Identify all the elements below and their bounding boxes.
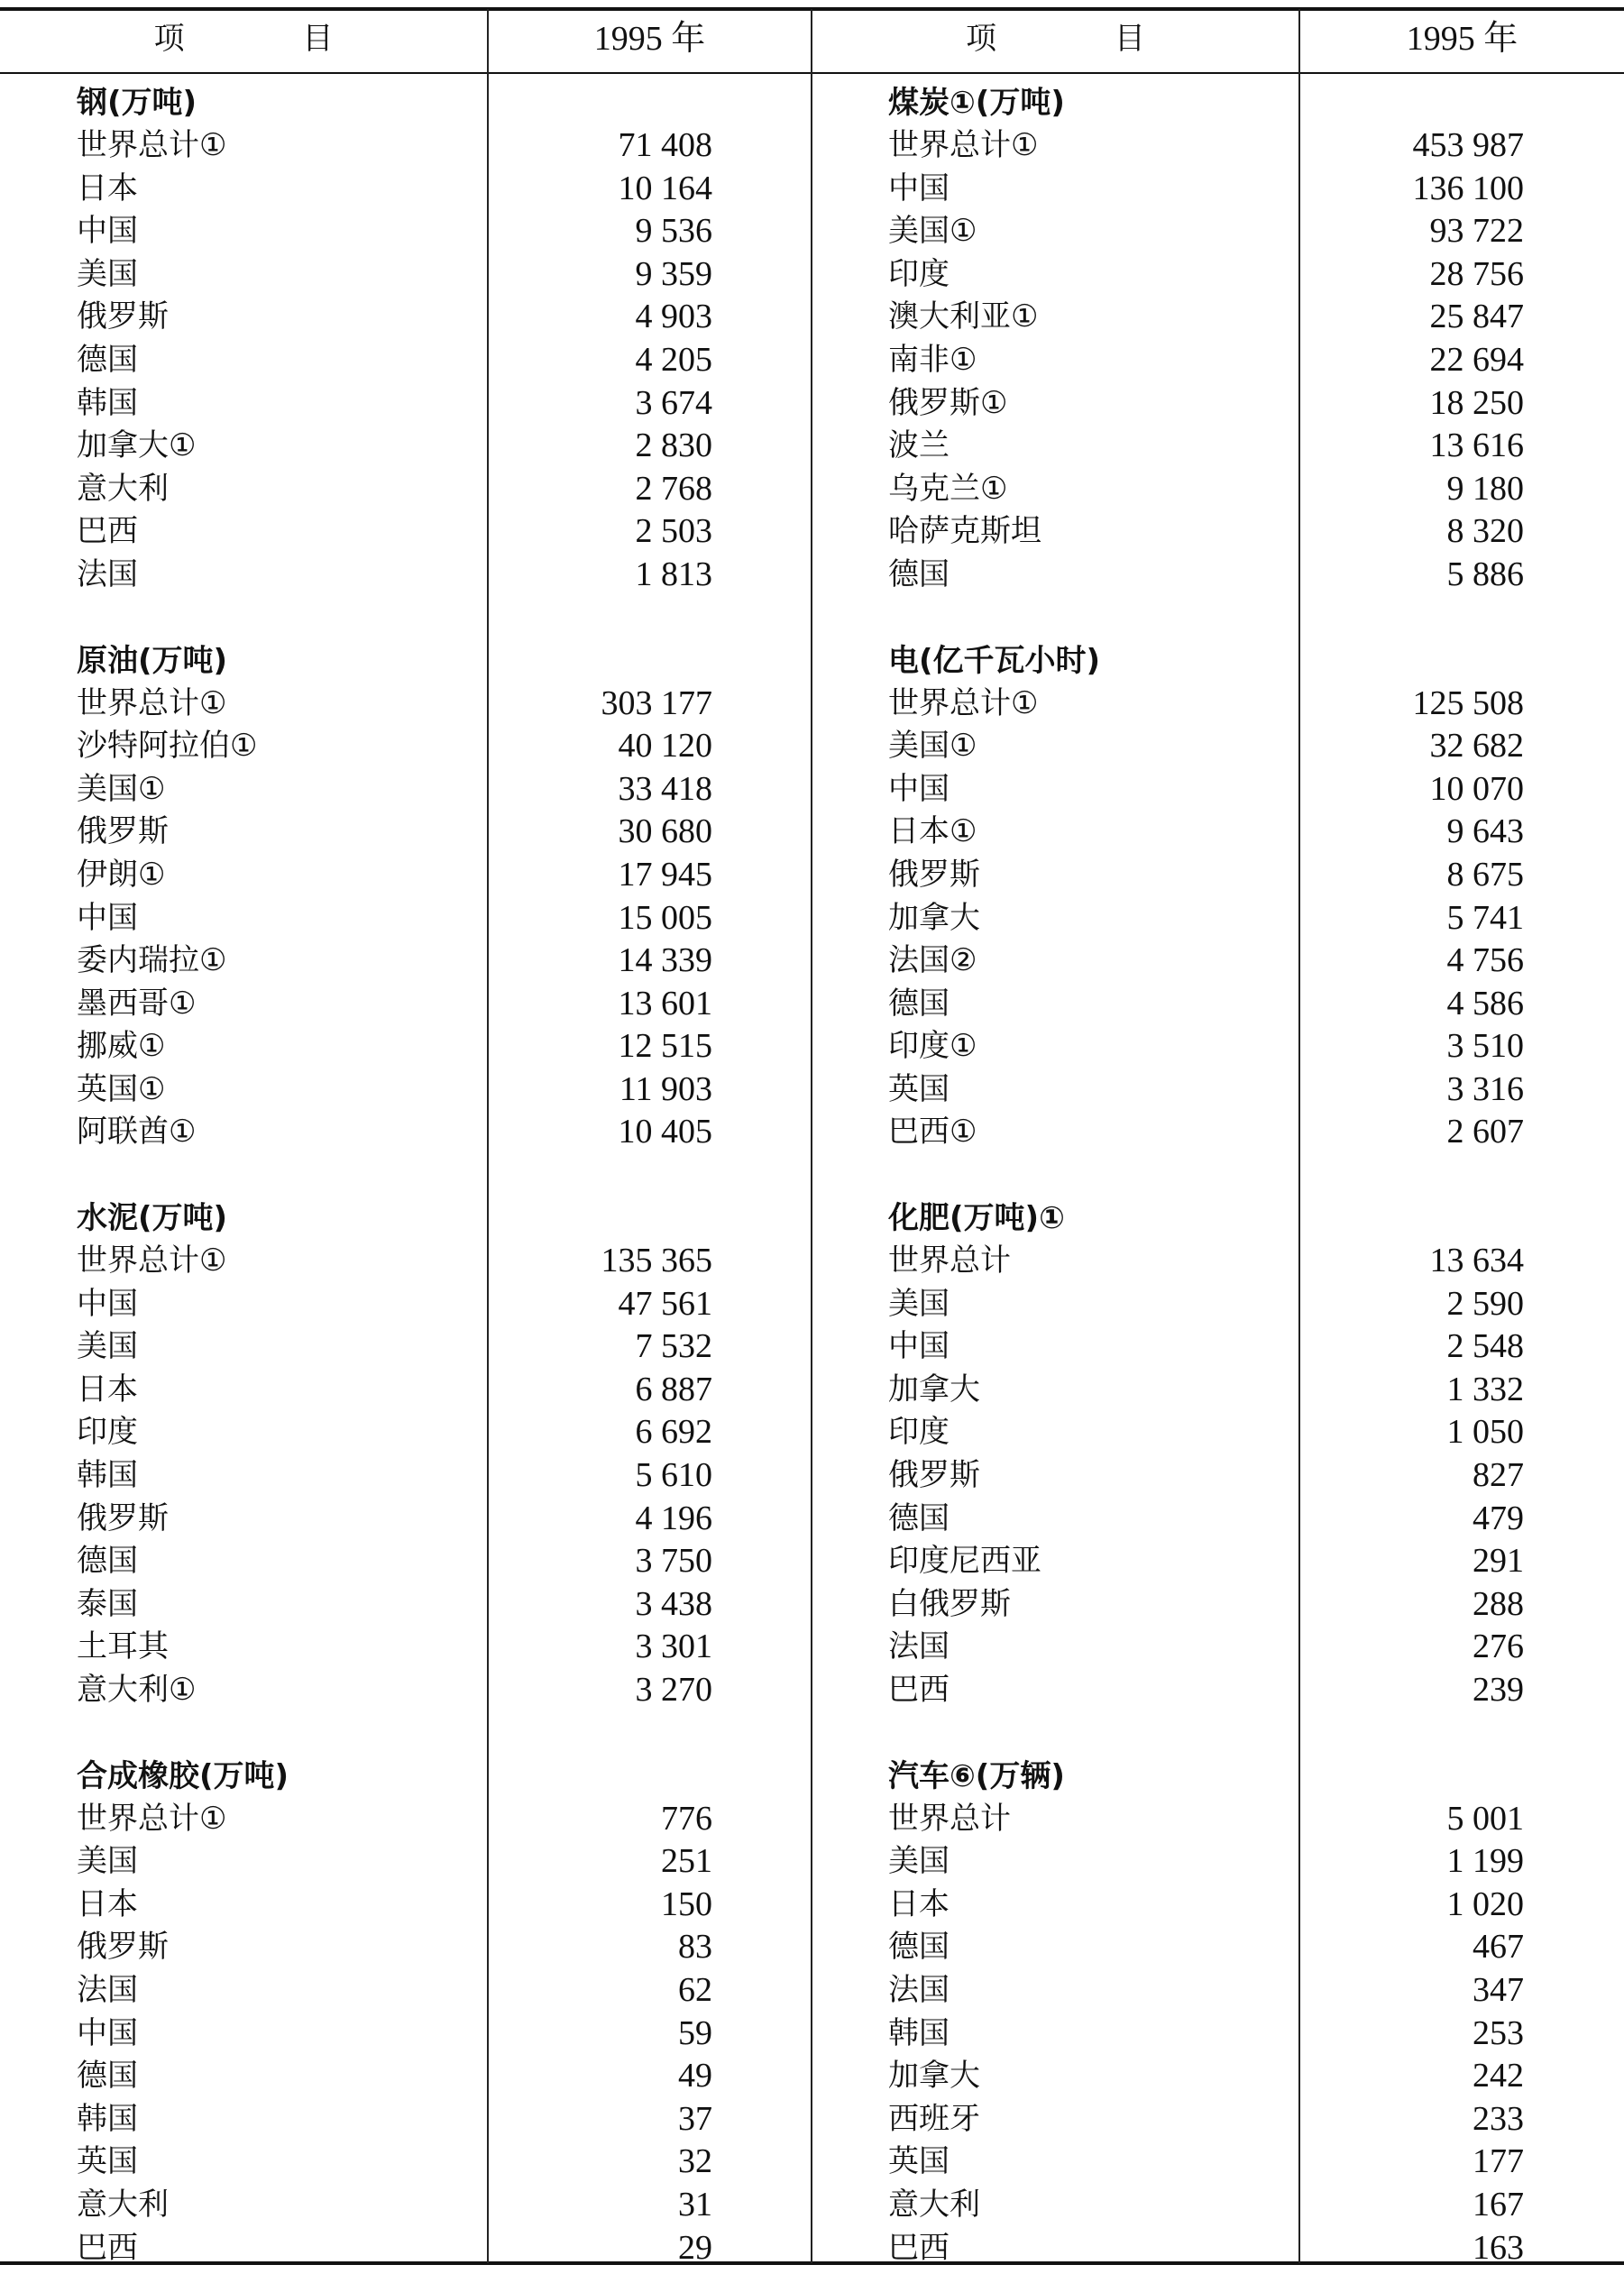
table-row (77, 983, 712, 1026)
row-value: 163 (1473, 2228, 1524, 2267)
table-row (77, 897, 712, 940)
row-label: 德国 (77, 2058, 138, 2095)
table-row (888, 425, 1524, 468)
table-row (77, 725, 712, 768)
table-row (888, 683, 1524, 726)
row-label: 德国 (888, 1929, 950, 1966)
header-item-right: 项 目 (966, 21, 1199, 57)
row-value: 6 692 (635, 1413, 712, 1452)
row-value: 37 (678, 2099, 712, 2138)
table-row (888, 725, 1524, 768)
table-row (77, 1798, 712, 1841)
row-label: 印度 (888, 255, 950, 292)
section-title: 钢(万吨) (77, 85, 197, 121)
row-label: 世界总计① (77, 1242, 227, 1279)
row-value: 30 680 (618, 812, 712, 851)
row-value: 5 886 (1446, 555, 1524, 593)
table-row (77, 1111, 712, 1154)
row-value: 4 205 (635, 340, 712, 379)
table-row (77, 382, 712, 426)
row-value: 10 070 (1429, 769, 1524, 808)
row-label: 加拿大 (888, 1371, 980, 1407)
row-value: 253 (1473, 2013, 1524, 2052)
right-column (888, 81, 1524, 2269)
row-label: 美国 (77, 1843, 138, 1880)
row-value: 29 (678, 2228, 712, 2267)
table-row (888, 1369, 1524, 1412)
row-value: 40 120 (618, 727, 712, 766)
row-value: 2 607 (1446, 1113, 1524, 1151)
table-row (888, 940, 1524, 983)
row-value: 3 270 (635, 1671, 712, 1709)
table-row (77, 468, 712, 511)
row-label: 加拿大 (888, 2058, 980, 2095)
table-row (77, 168, 712, 211)
table-row (77, 1025, 712, 1068)
table-row (888, 1325, 1524, 1369)
table-row (888, 1840, 1524, 1884)
table-row (77, 2184, 712, 2227)
row-value: 18 250 (1429, 383, 1524, 422)
row-label: 俄罗斯 (888, 856, 980, 893)
row-label: 巴西 (888, 2229, 950, 2266)
row-value: 4 903 (635, 298, 712, 336)
table-row (77, 940, 712, 983)
table-row (888, 1669, 1524, 1712)
row-value: 3 750 (635, 1542, 712, 1581)
table-row (888, 768, 1524, 811)
table-row (77, 296, 712, 339)
row-value: 13 616 (1429, 426, 1524, 465)
row-value: 1 199 (1446, 1842, 1524, 1881)
row-value: 2 548 (1446, 1327, 1524, 1366)
section-gap (77, 1154, 712, 1197)
row-label: 韩国 (77, 2100, 138, 2137)
row-label: 德国 (888, 985, 950, 1022)
table-row (77, 2055, 712, 2098)
header-year-right: 1995 年 (1406, 20, 1518, 58)
table-row (888, 2227, 1524, 2270)
table-row (77, 1454, 712, 1498)
header-year-left: 1995 年 (593, 20, 706, 58)
row-value: 6 887 (635, 1370, 712, 1408)
table-row (888, 253, 1524, 297)
table-row (888, 124, 1524, 168)
table-row (77, 811, 712, 854)
row-label: 巴西① (888, 1114, 977, 1151)
row-label: 沙特阿拉伯① (77, 728, 258, 765)
table-row (888, 2098, 1524, 2141)
row-value: 93 722 (1429, 212, 1524, 251)
row-label: 美国 (77, 255, 138, 292)
row-value: 3 438 (635, 1584, 712, 1623)
table-row (888, 1884, 1524, 1927)
table-row (888, 1454, 1524, 1498)
table-row (77, 1540, 712, 1583)
table-row (77, 554, 712, 597)
row-value: 1 020 (1446, 1884, 1524, 1923)
row-value: 4 756 (1446, 941, 1524, 980)
table-row (888, 1411, 1524, 1454)
row-label: 中国 (888, 170, 950, 206)
row-value: 776 (661, 1799, 712, 1838)
table-row (888, 1798, 1524, 1841)
table-row (77, 2098, 712, 2141)
row-label: 西班牙 (888, 2100, 980, 2137)
row-label: 世界总计① (888, 127, 1039, 163)
row-label: 德国 (77, 1543, 138, 1580)
row-value: 242 (1473, 2057, 1524, 2095)
row-value: 177 (1473, 2142, 1524, 2181)
row-value: 2 590 (1446, 1284, 1524, 1323)
row-label: 俄罗斯① (888, 384, 1008, 421)
table-row (77, 1840, 712, 1884)
row-label: 世界总计 (888, 1242, 1011, 1279)
row-label: 印度① (888, 1028, 977, 1065)
row-label: 哈萨克斯坦 (888, 513, 1041, 550)
table-row (77, 1411, 712, 1454)
row-value: 32 682 (1429, 727, 1524, 766)
table-row (77, 124, 712, 168)
row-value: 47 561 (618, 1284, 712, 1323)
table-row (888, 1926, 1524, 1969)
table-row (77, 2141, 712, 2184)
row-value: 9 359 (635, 254, 712, 293)
row-value: 135 365 (601, 1242, 712, 1280)
row-label: 中国 (888, 1328, 950, 1365)
row-value: 31 (678, 2185, 712, 2224)
row-value: 14 339 (618, 941, 712, 980)
table-row (888, 210, 1524, 253)
row-label: 法国 (888, 1971, 950, 2008)
row-value: 239 (1473, 1671, 1524, 1709)
row-label: 韩国 (77, 384, 138, 421)
row-value: 291 (1473, 1542, 1524, 1581)
row-value: 33 418 (618, 769, 712, 808)
row-value: 25 847 (1429, 298, 1524, 336)
table-row (77, 1498, 712, 1541)
row-value: 13 634 (1429, 1242, 1524, 1280)
section-title: 原油(万吨) (77, 642, 228, 679)
table-row (888, 897, 1524, 940)
row-value: 453 987 (1412, 126, 1524, 164)
row-label: 俄罗斯 (77, 1499, 169, 1536)
table-row (888, 1583, 1524, 1627)
row-value: 288 (1473, 1584, 1524, 1623)
row-label: 俄罗斯 (888, 1457, 980, 1494)
row-value: 827 (1473, 1456, 1524, 1495)
row-label: 印度 (888, 1414, 950, 1451)
row-label: 挪威① (77, 1028, 166, 1065)
row-label: 英国 (888, 2143, 950, 2180)
row-label: 世界总计 (888, 1800, 1011, 1837)
section-title: 合成橡胶(万吨) (77, 1757, 289, 1794)
row-value: 49 (678, 2057, 712, 2095)
row-label: 加拿大① (77, 427, 197, 464)
row-label: 德国 (77, 341, 138, 378)
table-row (77, 1325, 712, 1369)
table-row (77, 1884, 712, 1927)
row-value: 3 674 (635, 383, 712, 422)
row-label: 加拿大 (888, 899, 980, 936)
row-value: 167 (1473, 2185, 1524, 2224)
row-value: 1 332 (1446, 1370, 1524, 1408)
table-row (888, 1626, 1524, 1669)
row-label: 中国 (77, 1285, 138, 1322)
row-label: 意大利 (77, 470, 169, 507)
table-row (888, 811, 1524, 854)
section-gap (77, 1712, 712, 1755)
row-value: 10 164 (618, 169, 712, 207)
row-value: 3 301 (635, 1628, 712, 1666)
table-row (77, 768, 712, 811)
row-value: 9 643 (1446, 812, 1524, 851)
table-row (888, 983, 1524, 1026)
row-label: 土耳其 (77, 1628, 169, 1665)
row-value: 1 813 (635, 555, 712, 593)
row-value: 233 (1473, 2099, 1524, 2138)
table-row (77, 425, 712, 468)
row-label: 白俄罗斯 (888, 1585, 1011, 1622)
row-value: 13 601 (618, 984, 712, 1022)
row-value: 7 532 (635, 1327, 712, 1366)
row-value: 347 (1473, 1970, 1524, 2009)
row-value: 467 (1473, 1928, 1524, 1967)
section-title: 电(亿千瓦小时) (888, 642, 1101, 679)
row-label: 美国① (888, 728, 977, 765)
table-row (888, 2184, 1524, 2227)
row-value: 150 (661, 1884, 712, 1923)
table-row (888, 1540, 1524, 1583)
row-value: 5 001 (1446, 1799, 1524, 1838)
table-row (77, 210, 712, 253)
row-label: 世界总计① (77, 127, 227, 163)
row-label: 英国① (77, 1070, 166, 1107)
row-label: 巴西 (77, 513, 138, 550)
table-row (77, 1068, 712, 1112)
row-label: 印度尼西亚 (888, 1543, 1041, 1580)
column-divider-2 (811, 9, 812, 2263)
row-value: 9 536 (635, 212, 712, 251)
table-row (77, 2013, 712, 2056)
table-row (888, 1025, 1524, 1068)
row-label: 日本 (77, 170, 138, 206)
row-label: 巴西 (888, 1672, 950, 1708)
row-label: 中国 (77, 213, 138, 250)
row-label: 日本① (888, 813, 977, 850)
row-value: 22 694 (1429, 340, 1524, 379)
table-row (77, 1583, 712, 1627)
table-row (888, 168, 1524, 211)
row-label: 意大利① (77, 1672, 197, 1708)
table-row (77, 683, 712, 726)
table-row (888, 296, 1524, 339)
row-label: 波兰 (888, 427, 950, 464)
header-item-left: 项 目 (153, 21, 388, 57)
row-label: 日本 (888, 1885, 950, 1922)
table-row (888, 1111, 1524, 1154)
row-value: 8 320 (1446, 512, 1524, 551)
table-row (888, 339, 1524, 382)
table-row (77, 1926, 712, 1969)
table-row (77, 253, 712, 297)
row-label: 德国 (888, 555, 950, 592)
row-label: 美国① (77, 770, 166, 807)
table-row (888, 554, 1524, 597)
section-gap (888, 597, 1524, 639)
row-value: 4 196 (635, 1499, 712, 1537)
table-row (77, 1283, 712, 1326)
section-gap (888, 1154, 1524, 1197)
table-row (77, 1969, 712, 2013)
row-label: 德国 (888, 1499, 950, 1536)
row-label: 法国 (77, 555, 138, 592)
row-label: 南非① (888, 341, 977, 378)
row-label: 世界总计① (888, 684, 1039, 721)
table-row (77, 1369, 712, 1412)
row-value: 4 586 (1446, 984, 1524, 1022)
row-label: 中国 (888, 770, 950, 807)
row-label: 日本 (77, 1371, 138, 1407)
row-value: 11 903 (619, 1069, 712, 1108)
row-label: 美国① (888, 213, 977, 250)
table-row (77, 510, 712, 554)
row-value: 276 (1473, 1628, 1524, 1666)
row-value: 3 316 (1446, 1069, 1524, 1108)
table-row (888, 1498, 1524, 1541)
table-row (888, 468, 1524, 511)
row-value: 83 (678, 1928, 712, 1967)
row-value: 32 (678, 2142, 712, 2181)
row-value: 5 741 (1446, 898, 1524, 937)
row-value: 3 510 (1446, 1027, 1524, 1066)
table-row (888, 1068, 1524, 1112)
row-value: 9 180 (1446, 469, 1524, 508)
row-label: 泰国 (77, 1585, 138, 1622)
row-value: 479 (1473, 1499, 1524, 1537)
table-row (888, 2055, 1524, 2098)
row-label: 韩国 (888, 2014, 950, 2051)
row-value: 5 610 (635, 1456, 712, 1495)
row-label: 俄罗斯 (77, 298, 169, 335)
row-label: 俄罗斯 (77, 813, 169, 850)
section-title: 化肥(万吨)① (888, 1200, 1065, 1237)
table-row (888, 510, 1524, 554)
row-value: 136 100 (1412, 169, 1524, 207)
row-label: 俄罗斯 (77, 1929, 169, 1966)
section-title: 水泥(万吨) (77, 1200, 228, 1237)
section-gap (77, 597, 712, 639)
row-label: 阿联酋① (77, 1114, 197, 1151)
row-value: 2 503 (635, 512, 712, 551)
row-value: 15 005 (618, 898, 712, 937)
row-value: 2 830 (635, 426, 712, 465)
table-row (77, 1626, 712, 1669)
row-value: 1 050 (1446, 1413, 1524, 1452)
row-value: 28 756 (1429, 254, 1524, 293)
row-label: 美国 (888, 1843, 950, 1880)
table-row (77, 2227, 712, 2270)
row-value: 10 405 (618, 1113, 712, 1151)
row-label: 巴西 (77, 2229, 138, 2266)
row-value: 71 408 (618, 126, 712, 164)
row-value: 2 768 (635, 469, 712, 508)
table-row (888, 382, 1524, 426)
row-value: 8 675 (1446, 855, 1524, 894)
row-label: 意大利 (888, 2186, 980, 2223)
row-value: 17 945 (618, 855, 712, 894)
row-label: 乌克兰① (888, 470, 1008, 507)
row-label: 美国 (77, 1328, 138, 1365)
row-label: 美国 (888, 1285, 950, 1322)
table-row (77, 854, 712, 897)
row-label: 委内瑞拉① (77, 942, 227, 979)
row-label: 澳大利亚① (888, 298, 1039, 335)
section-title: 煤炭①(万吨) (888, 85, 1065, 121)
row-label: 日本 (77, 1885, 138, 1922)
row-value: 62 (678, 1970, 712, 2009)
row-label: 中国 (77, 2014, 138, 2051)
row-label: 印度 (77, 1414, 138, 1451)
row-label: 英国 (77, 2143, 138, 2180)
row-label: 意大利 (77, 2186, 169, 2223)
table-row (77, 1240, 712, 1283)
table-row (888, 1283, 1524, 1326)
row-label: 韩国 (77, 1457, 138, 1494)
row-value: 125 508 (1412, 683, 1524, 722)
row-label: 伊朗① (77, 856, 166, 893)
row-label: 法国 (77, 1971, 138, 2008)
row-label: 英国 (888, 1070, 950, 1107)
table-row (888, 2013, 1524, 2056)
row-label: 法国② (888, 942, 977, 979)
table-row (888, 1969, 1524, 2013)
row-value: 303 177 (601, 683, 712, 722)
row-label: 世界总计① (77, 1800, 227, 1837)
table-row (77, 1669, 712, 1712)
row-label: 法国 (888, 1628, 950, 1665)
table-row (77, 339, 712, 382)
row-value: 12 515 (618, 1027, 712, 1066)
row-label: 墨西哥① (77, 985, 197, 1022)
table-row (888, 2141, 1524, 2184)
section-title: 汽车⑥(万辆) (888, 1757, 1065, 1794)
row-value: 251 (661, 1842, 712, 1881)
row-label: 世界总计① (77, 684, 227, 721)
left-column (77, 81, 712, 2269)
row-label: 中国 (77, 899, 138, 936)
section-gap (888, 1712, 1524, 1755)
table-row (888, 1240, 1524, 1283)
table-row (888, 854, 1524, 897)
row-value: 59 (678, 2013, 712, 2052)
